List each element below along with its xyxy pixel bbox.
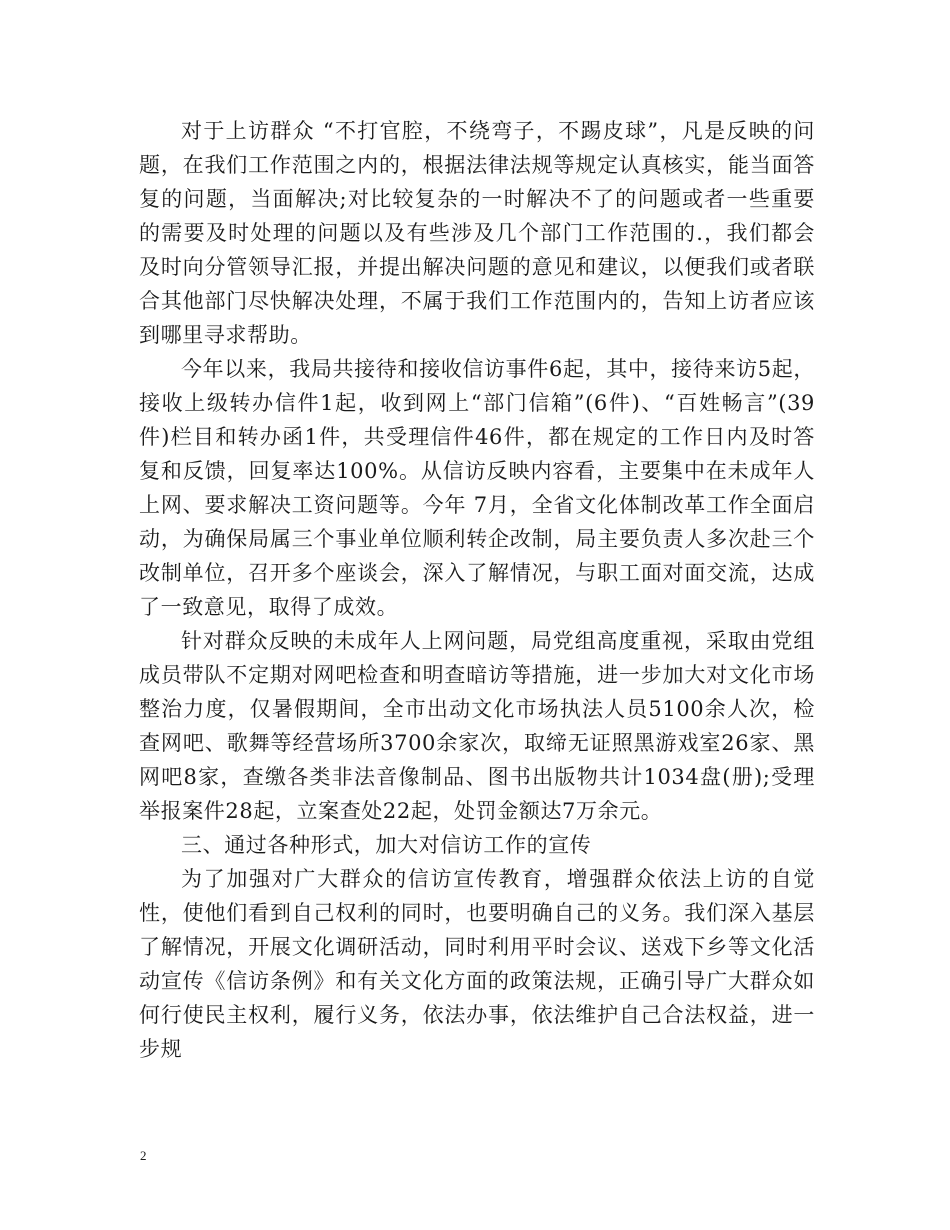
document-body <box>139 114 815 1066</box>
paragraph-annual-statistics: 今年以来，我局共接待和接收信访事件6起，其中，接待来访5起，接收上级转办信件1起，收到网上“部门信箱”(6件)、“百姓畅言”(39件)栏目和转办函1件，共受理信件46件，都在规定的工作日内及时答复和反馈，回复率达100%。从信访反映内容看，主要集中在未成年人上网、要求解决工资问题等。今年 7月，全省文化体制改革工作全面启动，为确保局属三个事业单位顺利转企改制，局主要负责人多次赴三个改制单位，召开多个座谈会，深入了解情况，与职工面对面交流，达成了一致意见，取得了成效。 <box>139 357 815 619</box>
section-heading-publicity: 三、通过各种形式，加大对信访工作的宣传 <box>181 833 592 857</box>
paragraph-internet-cafe-enforcement: 针对群众反映的未成年人上网问题，局党组高度重视，采取由党组成员带队不定期对网吧检查和明查暗访等措施，进一步加大对文化市场整治力度，仅暑假期间，全市出动文化市场执法人员5100余人次，检查网吧、歌舞等经营场所3700余家次，取缔无证照黑游戏室26家、黑网吧8家，查缴各类非法音像制品、图书出版物共计1034盘(册);受理举报案件28起，立案查处22起，处罚金额达7万余元。 <box>139 629 815 823</box>
paragraph-publicity-education: 为了加强对广大群众的信访宣传教育，增强群众依法上访的自觉性，使他们看到自己权利的同时，也要明确自己的义务。我们深入基层了解情况，开展文化调研活动，同时利用平时会议、送戏下乡等文化活动宣传《信访条例》和有关文化方面的政策法规，正确引导广大群众如何行使民主权利，履行义务，依法办事，依法维护自己合法权益，进一步规 <box>139 867 815 1061</box>
paragraph-petition-handling: 对于上访群众 “不打官腔，不绕弯子，不踢皮球”，凡是反映的问题，在我们工作范围之内的，根据法律法规等规定认真核实，能当面答复的问题，当面解决;对比较复杂的一时解决不了的问题或者一些重要的需要及时处理的问题以及有些涉及几个部门工作范围的.，我们都会及时向分管领导汇报，并提出解决问题的意见和建议，以便我们或者联合其他部门尽快解决处理，不属于我们工作范围内的，告知上访者应该到哪里寻求帮助。 <box>139 119 815 347</box>
page-number: 2 <box>140 1148 147 1163</box>
